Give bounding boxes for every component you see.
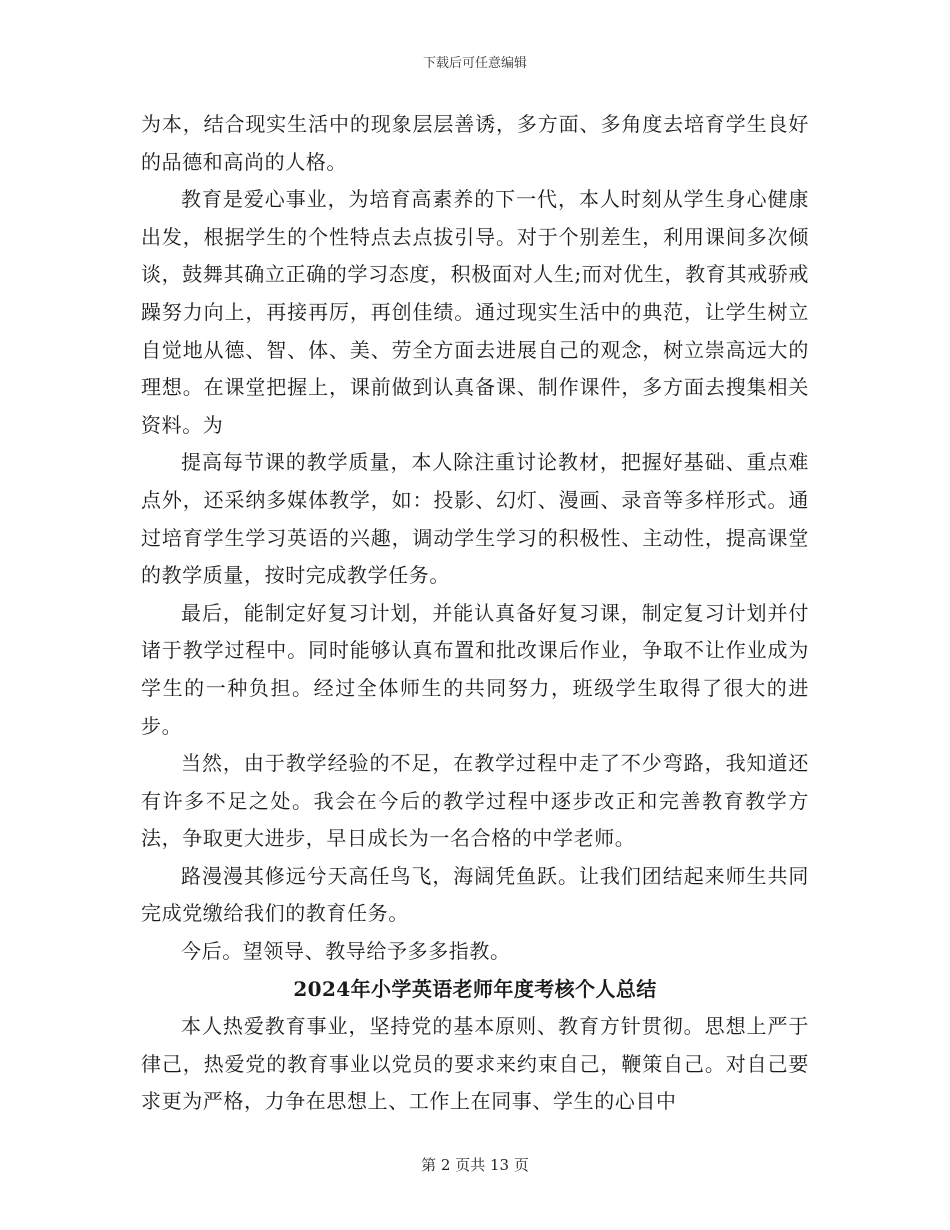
page-header: 下载后可任意编辑 bbox=[422, 56, 527, 71]
section-title: 2024年小学英语老师年度考核个人总结 bbox=[293, 976, 657, 1001]
paragraph-closing: 今后。望领导、教导给予多多指教。 bbox=[181, 939, 511, 964]
paragraph-shortcomings: 当然，由于教学经验的不足，在教学过程中走了不少弯路，我知道还有许多不足之处。我会在今后的教学过程中逐步改正和完善教育教学方法，争取更大进步，早日成长为一名合格的中学老师。 bbox=[141, 751, 809, 851]
paragraph-teaching-quality: 提高每节课的教学质量，本人除注重讨论教材，把握好基础、重点难点外，还采纳多媒体教学，如：投影、幻灯、漫画、录音等多样形式。通过培育学生学习英语的兴趣，调动学生学习的积极性、主动性，提高课堂的教学质量，按时完成教学任务。 bbox=[141, 450, 809, 588]
paragraph-love-career: 教育是爱心事业，为培育高素养的下一代，本人时刻从学生身心健康出发，根据学生的个性特点去点拔引导。对于个别差生，利用课间多次倾谈，鼓舞其确立正确的学习态度，积极面对人生;而对优生，教育其戒骄戒躁努力向上，再接再厉，再创佳绩。通过现实生活中的典范，让学生树立自觉地从德、智、体、美、劳全方面去进展自己的观念，树立崇高远大的理想。在课堂把握上，课前做到认真备课、制作课件，多方面去搜集相关资料。为 bbox=[141, 187, 809, 437]
paragraph-continued: 为本，结合现实生活中的现象层层善诱，多方面、多角度去培育学生良好的品德和高尚的人格。 bbox=[141, 112, 809, 174]
document-body bbox=[141, 106, 809, 1121]
paragraph-review-plan: 最后，能制定好复习计划，并能认真备好复习课，制定复习计划并付诸于教学过程中。同时能够认真布置和批改课后作业，争取不让作业成为学生的一种负担。经过全体师生的共同努力，班级学生取得了很大的进步。 bbox=[141, 600, 809, 738]
paragraph-section-intro: 本人热爱教育事业，坚持党的基本原则、教育方针贯彻。思想上严于律己，热爱党的教育事业以党员的要求来约束自己，鞭策自己。对自己要求更为严格，力争在思想上、工作上在同事、学生的心目中 bbox=[141, 1014, 809, 1114]
page-number: 第 2 页共 13 页 bbox=[421, 1156, 529, 1174]
paragraph-motto: 路漫漫其修远兮天高任鸟飞，海阔凭鱼跃。让我们团结起来师生共同完成党缴给我们的教育任务。 bbox=[141, 863, 809, 926]
